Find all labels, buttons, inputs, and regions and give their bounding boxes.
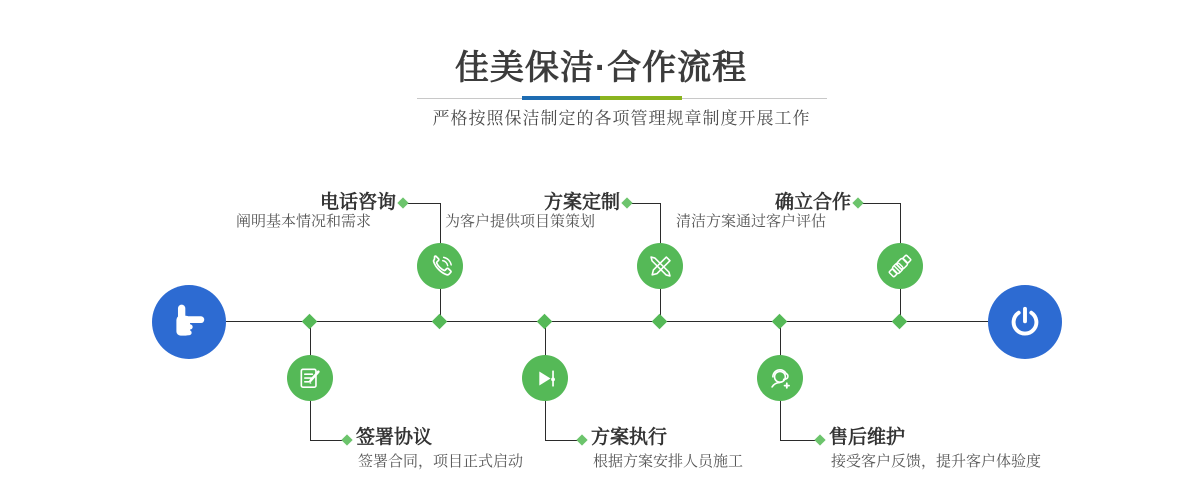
headset-service-icon: [767, 365, 794, 392]
divider-green-bar: [600, 96, 682, 100]
title-divider: [417, 96, 827, 101]
timeline-diamond-marker: [772, 314, 788, 330]
label-diamond-marker: [576, 434, 587, 445]
phone-call-icon: [427, 253, 454, 280]
step-description: 根据方案安排人员施工: [593, 453, 744, 470]
page-subtitle: 严格按照保洁制定的各项管理规章制度开展工作: [432, 109, 811, 128]
timeline-diamond-marker: [432, 314, 448, 330]
label-diamond-marker: [341, 434, 352, 445]
label-diamond-marker: [852, 197, 863, 208]
timeline-diamond-marker: [652, 314, 668, 330]
step-description: 清洁方案通过客户评估: [675, 213, 826, 230]
step-title: 售后维护: [829, 427, 906, 448]
timeline-diamond-marker: [537, 314, 553, 330]
play-execute-icon: [532, 365, 559, 392]
step-icon-circle: [637, 243, 683, 289]
label-diamond-marker: [814, 434, 825, 445]
page-title: 佳美保洁·合作流程: [454, 49, 748, 87]
timeline-diamond-marker: [302, 314, 318, 330]
design-tools-icon: [647, 253, 674, 280]
step-title: 电话咨询: [319, 192, 396, 213]
timeline-end-node: [988, 285, 1062, 359]
step-icon-circle: [287, 355, 333, 401]
timeline-start-node: [152, 285, 226, 359]
connector-horizontal-line: [858, 203, 900, 204]
pointing-hand-icon: [168, 301, 210, 343]
step-title: 确立合作: [774, 192, 851, 213]
step-icon-circle: [757, 355, 803, 401]
power-icon: [1007, 304, 1043, 340]
timeline-diamond-marker: [892, 314, 908, 330]
step-description: 阐明基本情况和需求: [235, 213, 371, 230]
label-diamond-marker: [397, 197, 408, 208]
step-description: 接受客户反馈，提升客户体验度: [831, 453, 1042, 470]
handshake-icon: [886, 252, 914, 280]
document-sign-icon: [297, 365, 323, 391]
step-icon-circle: [877, 243, 923, 289]
divider-blue-bar: [522, 96, 600, 100]
timeline-line: [226, 321, 988, 322]
step-title: 方案定制: [543, 192, 620, 213]
step-description: 签署合同，项目正式启动: [358, 453, 524, 470]
step-description: 为客户提供项目策策划: [444, 213, 595, 230]
step-title: 签署协议: [356, 427, 433, 448]
label-diamond-marker: [621, 197, 632, 208]
step-icon-circle: [522, 355, 568, 401]
step-icon-circle: [417, 243, 463, 289]
connector-horizontal-line: [403, 203, 440, 204]
step-title: 方案执行: [591, 427, 668, 448]
